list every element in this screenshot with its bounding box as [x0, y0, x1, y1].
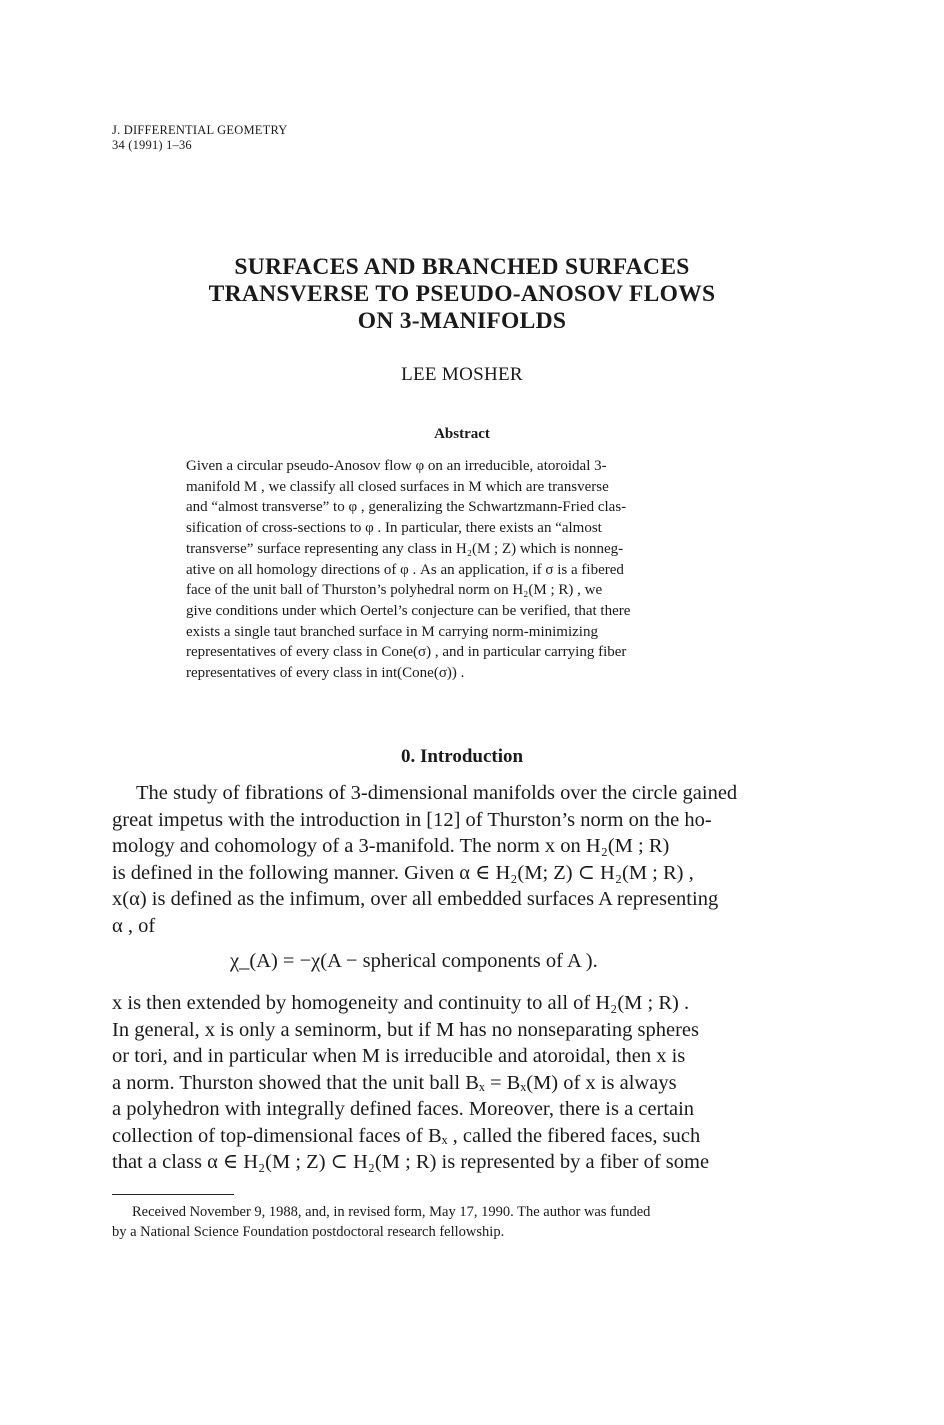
- title-line: ON 3-MANIFOLDS: [357, 308, 567, 334]
- body-line: great impetus with the introduction in [12] of Thurston’s norm on the ho-: [112, 808, 712, 831]
- journal-header: [112, 123, 288, 153]
- abstract-line: exists a single taut branched surface in M carrying norm-minimizing: [186, 623, 598, 640]
- section-heading: 0. Introduction: [400, 746, 524, 767]
- author-name: LEE MOSHER: [401, 364, 523, 385]
- body-line: collection of top-dimensional faces of Bₓ , called the fibered faces, such: [112, 1124, 701, 1147]
- body-line: a polyhedron with integrally defined faces. Moreover, there is a certain: [112, 1098, 695, 1120]
- display-formula: χ_(A) = −χ(A − spherical components of A ).: [230, 950, 598, 972]
- body-line: x(α) is defined as the infimum, over all embedded surfaces A representing: [112, 888, 719, 910]
- abstract-line: Given a circular pseudo-Anosov flow φ on an irreducible, atoroidal 3-: [186, 458, 607, 474]
- abstract-line: give conditions under which Oertel’s conjecture can be verified, that there: [186, 602, 631, 619]
- body-line: The study of fibrations of 3-dimensional manifolds over the circle gained: [136, 782, 738, 804]
- body-line: that a class α ∈ H₂(M ; Z) ⊂ H₂(M ; R) is represented by a fiber of some: [112, 1151, 710, 1173]
- abstract-line: ative on all homology directions of φ . As an application, if σ is a fibered: [186, 561, 624, 578]
- abstract-line: transverse” surface representing any class in H₂(M ; Z) which is nonneg-: [186, 540, 624, 557]
- abstract-line: and “almost transverse” to φ , generalizing the Schwartzmann-Fried clas-: [186, 499, 627, 516]
- body-line: α , of: [112, 914, 156, 937]
- footnote: [112, 1202, 650, 1242]
- footnote-line: Received November 9, 1988, and, in revised form, May 17, 1990. The author was funded: [132, 1204, 651, 1220]
- abstract-line: sification of cross-sections to φ . In particular, there exists an “almost: [186, 520, 602, 537]
- footnote-line: by a National Science Foundation postdoctoral research fellowship.: [112, 1224, 505, 1240]
- abstract-line: representatives of every class in int(Cone(σ)) .: [186, 665, 465, 682]
- body-line: a norm. Thurston showed that the unit ball Bₓ = Bₓ(M) of x is always: [112, 1071, 677, 1094]
- body-line: is defined in the following manner. Given α ∈ H₂(M; Z) ⊂ H₂(M ; R) ,: [112, 861, 694, 884]
- abstract-line: face of the unit ball of Thurston’s polyhedral norm on H₂(M ; R) , we: [186, 582, 603, 599]
- journal-volume: 34 (1991) 1–36: [112, 138, 192, 152]
- journal-name: J. DIFFERENTIAL GEOMETRY: [112, 123, 288, 137]
- body-line: mology and cohomology of a 3-manifold. The norm x on H₂(M ; R): [112, 835, 670, 857]
- footnote-divider: [112, 1194, 234, 1195]
- title-line: TRANSVERSE TO PSEUDO-ANOSOV FLOWS: [208, 281, 716, 307]
- abstract-heading: Abstract: [434, 426, 490, 442]
- abstract-line: manifold M , we classify all closed surfaces in M which are transverse: [186, 478, 609, 495]
- body-line: In general, x is only a seminorm, but if M has no nonseparating spheres: [112, 1018, 699, 1041]
- abstract-text: [186, 456, 630, 684]
- body-line: or tori, and in particular when M is irreducible and atoroidal, then x is: [112, 1045, 686, 1067]
- body-line: x is then extended by homogeneity and continuity to all of H₂(M ; R) .: [112, 992, 690, 1014]
- intro-paragraph-1: [112, 780, 737, 939]
- title-line: SURFACES AND BRANCHED SURFACES: [234, 254, 690, 280]
- abstract-line: representatives of every class in Cone(σ) , and in particular carrying fiber: [186, 644, 627, 661]
- intro-paragraph-2: [112, 990, 709, 1176]
- paper-title: [100, 254, 824, 335]
